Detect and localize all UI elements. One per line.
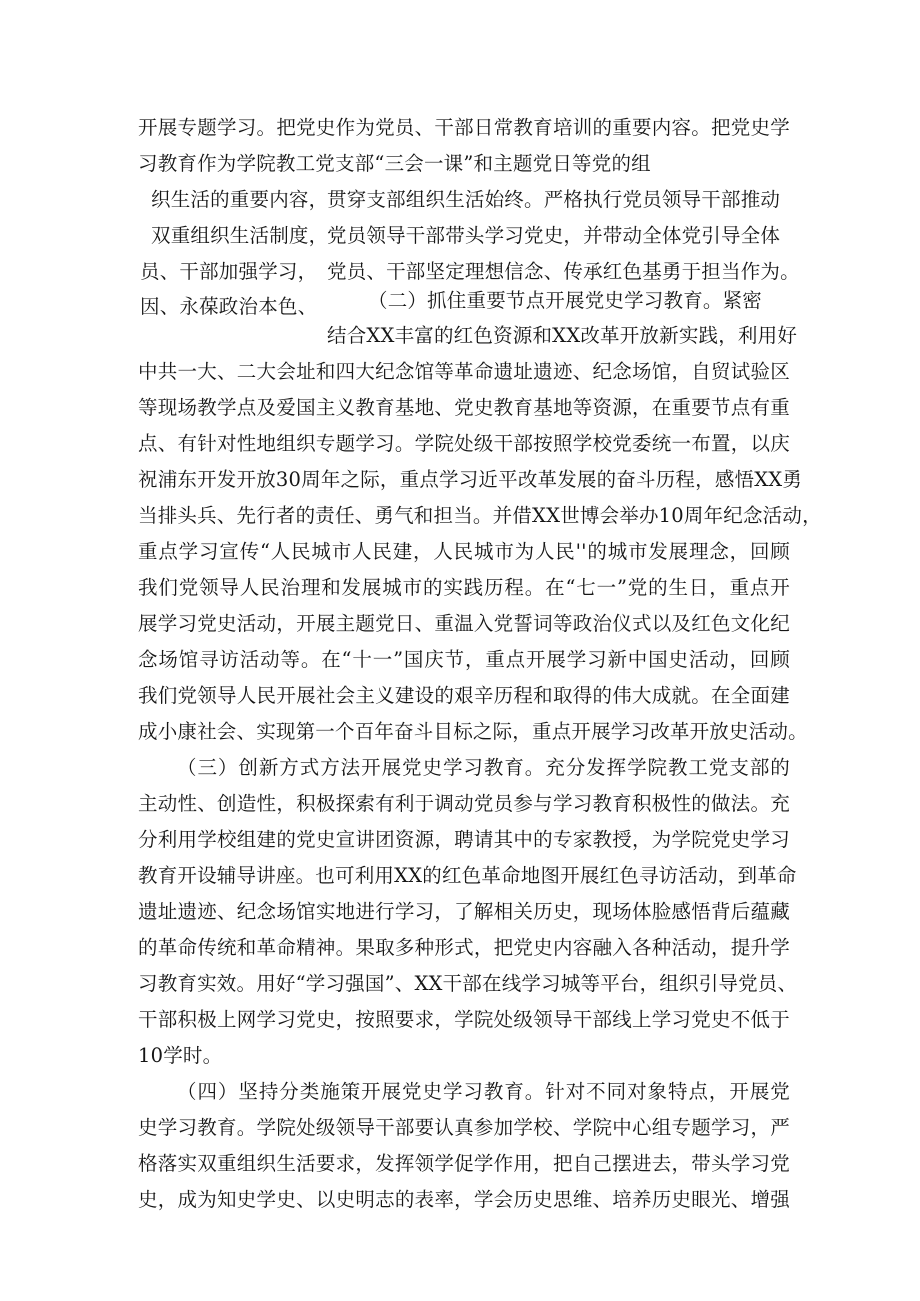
text-fragment-right: 贯穿支部组织生活始终。严格执行党员领导干部推动 — [327, 188, 781, 211]
text-line: 成小康社会、实现第一个百年奋斗目标之际，重点开展学习改革开放史活动。 — [138, 720, 808, 743]
text-line: 重点学习宣传“人民城市人民建，人民城市为人民''的城市发展理念，回顾 — [138, 540, 790, 563]
text-fragment-left: 因、永葆政治本色、 — [140, 295, 318, 318]
text-line: 中共一大、二大会址和四大纪念馆等革命遗址遗迹、纪念场馆，自贸试验区 — [138, 360, 790, 383]
text-line: 教育开设辅导讲座。也可利用XX的红色革命地图开展红色寻访活动，到革命 — [138, 864, 797, 887]
section-heading-3: （三）创新方式方法开展党史学习教育。充分发挥学院教工党支部的 — [177, 756, 790, 779]
text-line: 点、有针对性地组织专题学习。学院处级干部按照学校党委统一布置，以庆 — [138, 432, 790, 455]
text-line: 主动性、创造性，积极探索有利于调动党员参与学习教育积极性的做法。充 — [138, 792, 790, 815]
text-fragment-right: 党员领导干部带头学习党史，并带动全体党引导全体 — [327, 224, 781, 247]
text-line: 史学习教育。学院处级领导干部要认真参加学校、学院中心组专题学习，严 — [138, 1116, 790, 1139]
text-fragment-right: 党员、干部坚定理想信念、传承红色基勇于担当作为。 — [327, 260, 800, 283]
text-line: 我们党领导人民治理和发展城市的实践历程。在“七一”党的生日，重点开 — [138, 576, 790, 599]
text-line: 遗址遗迹、纪念场馆实地进行学习，了解相关历史，现场体脸感悟背后蕴藏 — [138, 900, 790, 923]
text-line: 结合XX丰富的红色资源和XX改革开放新实践，利用好 — [327, 324, 798, 347]
text-line: 念场馆寻访活动等。在“十一”国庆节，重点开展学习新中国史活动，回顾 — [138, 648, 790, 671]
text-line: 当排头兵、先行者的责任、勇气和担当。并借XX世博会举办10周年纪念活动， — [138, 504, 822, 527]
text-fragment-left: 员、干部加强学习， — [140, 260, 318, 283]
text-line: 分利用学校组建的党史宣讲团资源，聘请其中的专家教授，为学院党史学习 — [138, 828, 790, 851]
section-heading-4: （四）坚持分类施策开展党史学习教育。针对不同对象特点，开展党 — [177, 1080, 790, 1103]
text-line: 格落实双重组织生活要求，发挥领学促学作用，把自己摆进去，带头学习党 — [138, 1152, 790, 1175]
text-fragment-left: 织生活的重要内容， — [151, 188, 329, 211]
text-line: 干部积极上网学习党史，按照要求，学院处级领导干部线上学习党史不低于 — [138, 1008, 790, 1031]
text-line: 祝浦东开发开放30周年之际，重点学习近平改革发展的奋斗历程，感悟XX勇 — [138, 468, 803, 491]
text-line: 习教育作为学院教工党支部“三会一课”和主题党日等党的组 — [138, 152, 651, 175]
section-heading-2: （二）抓住重要节点开展党史学习教育。紧密 — [368, 289, 763, 312]
text-line: 等现场教学点及爱国主义教育基地、党史教育基地等资源，在重要节点有重 — [138, 396, 790, 419]
text-line: 我们党领导人民开展社会主义建设的艰辛历程和取得的伟大成就。在全面建 — [138, 684, 790, 707]
text-line: 习教育实效。用好“学习强国”、XX干部在线学习城等平台，组织引导党员、 — [138, 972, 798, 995]
text-line: 10学时。 — [138, 1044, 223, 1067]
text-line: 的革命传统和革命精神。果取多种形式，把党史内容融入各种活动，提升学 — [138, 936, 790, 959]
text-fragment-left: 双重组织生活制度， — [151, 224, 329, 247]
text-line: 开展专题学习。把党史作为党员、干部日常教育培训的重要内容。把党史学 — [138, 116, 790, 139]
text-line: 史，成为知史学史、以史明志的表率，学会历史思维、培养历史眼光、增强 — [138, 1188, 790, 1211]
text-line: 展学习党史活动，开展主题党日、重温入党誓词等政治仪式以及红色文化纪 — [138, 612, 790, 635]
